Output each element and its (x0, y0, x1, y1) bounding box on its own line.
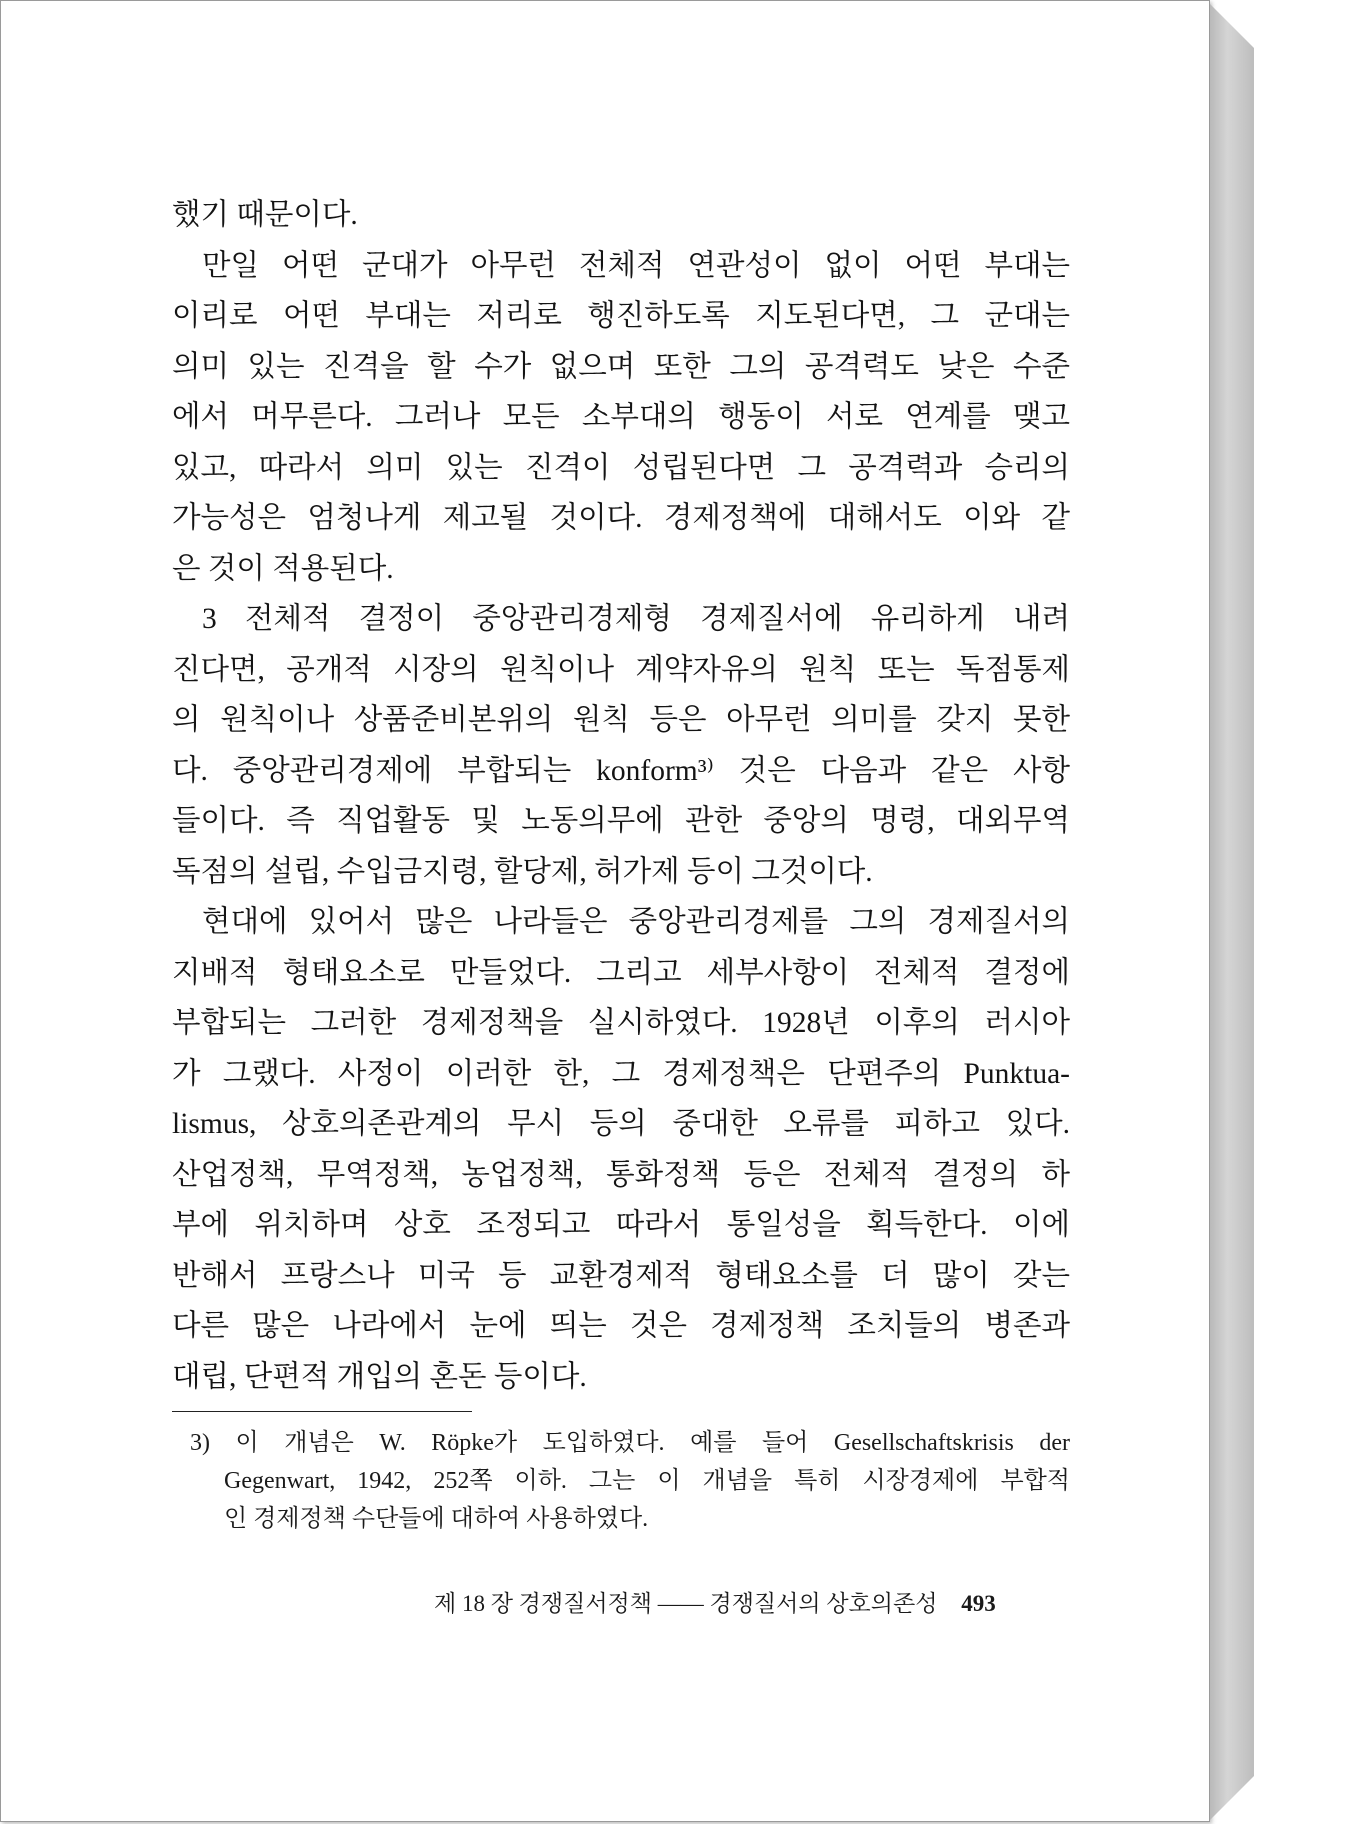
main-text (172, 190, 1070, 1402)
text-line: 은 것이 적용된다. (172, 552, 394, 585)
paragraph (172, 594, 1070, 897)
text-line: 했기 때문이다. (172, 199, 358, 231)
text-line: 반해서 프랑스나 미국 등 교환경제적 형태요소를 더 많이 갖는 (172, 1259, 1070, 1292)
text-line: 부합되는 그러한 경제정책을 실시하였다. 1928년 이후의 러시아 (172, 1007, 1070, 1039)
chapter-title: 제 18 장 경쟁질서정책 —— 경쟁질서의 상호의존성 (434, 1591, 938, 1616)
footnote (190, 1424, 1070, 1538)
text-line: 독점의 설립, 수입금지령, 할당제, 허가제 등이 그것이다. (172, 855, 873, 888)
text-line: 산업정책, 무역정책, 농업정책, 통화정책 등은 전체적 결정의 하 (172, 1158, 1070, 1191)
text-line: 가능성은 엄청나게 제고될 것이다. 경제정책에 대해서도 이와 같 (172, 502, 1070, 534)
text-line: 진다면, 공개적 시장의 원칙이나 계약자유의 원칙 또는 독점통제 (172, 653, 1070, 686)
text-line: 이리로 어떤 부대는 저리로 행진하도록 지도된다면, 그 군대는 (172, 300, 1070, 332)
page-number: 493 (961, 1591, 996, 1616)
text-line: 들이다. 즉 직업활동 및 노동의무에 관한 중앙의 명령, 대외무역 (172, 805, 1070, 837)
text-line: 대립, 단편적 개입의 혼돈 등이다. (172, 1360, 587, 1393)
paragraph (172, 897, 1070, 1402)
text-line: 가 그랬다. 사정이 이러한 한, 그 경제정책은 단편주의 Punktua- (172, 1057, 1070, 1090)
text-line: 의 원칙이나 상품준비본위의 원칙 등은 아무런 의미를 갖지 못한 (172, 704, 1070, 736)
text-line: 다른 많은 나라에서 눈에 띄는 것은 경제정책 조치들의 병존과 (172, 1310, 1070, 1342)
paragraph (172, 190, 1070, 241)
text-line: 부에 위치하며 상호 조정되고 따라서 통일성을 획득한다. 이에 (172, 1209, 1070, 1241)
text-line: lismus, 상호의존관계의 무시 등의 중대한 오류를 피하고 있다. (172, 1108, 1070, 1140)
text-line: 다. 중앙관리경제에 부합되는 konform³⁾ 것은 다음과 같은 사항 (172, 754, 1070, 787)
footnote-line: 인 경제정책 수단들에 대하여 사용하였다. (224, 1506, 649, 1532)
text-line: 있고, 따라서 의미 있는 진격이 성립된다면 그 공격력과 승리의 (172, 451, 1070, 484)
text-line: 현대에 있어서 많은 나라들은 중앙관리경제를 그의 경제질서의 (202, 906, 1070, 938)
text-line: 3 전체적 결정이 중앙관리경제형 경제질서에 유리하게 내려 (202, 603, 1070, 635)
running-footer (434, 1585, 1042, 1618)
paragraph (172, 241, 1070, 595)
page-stack-edge (1210, 4, 1254, 1820)
footnote-line: 3) 이 개념은 W. Röpke가 도입하였다. 예를 들어 Gesellschaftskrisis der (190, 1430, 1070, 1456)
text-line: 의미 있는 진격을 할 수가 없으며 또한 그의 공격력도 낮은 수준 (172, 350, 1070, 383)
footnote-line: Gegenwart, 1942, 252쪽 이하. 그는 이 개념을 특히 시장경제에 부합적 (224, 1468, 1070, 1494)
text-line: 지배적 형태요소로 만들었다. 그리고 세부사항이 전체적 결정에 (172, 956, 1070, 989)
text-line: 에서 머무른다. 그러나 모든 소부대의 행동이 서로 연계를 맺고 (172, 401, 1070, 433)
footnote-divider (172, 1411, 472, 1412)
text-line: 만일 어떤 군대가 아무런 전체적 연관성이 없이 어떤 부대는 (202, 249, 1070, 282)
